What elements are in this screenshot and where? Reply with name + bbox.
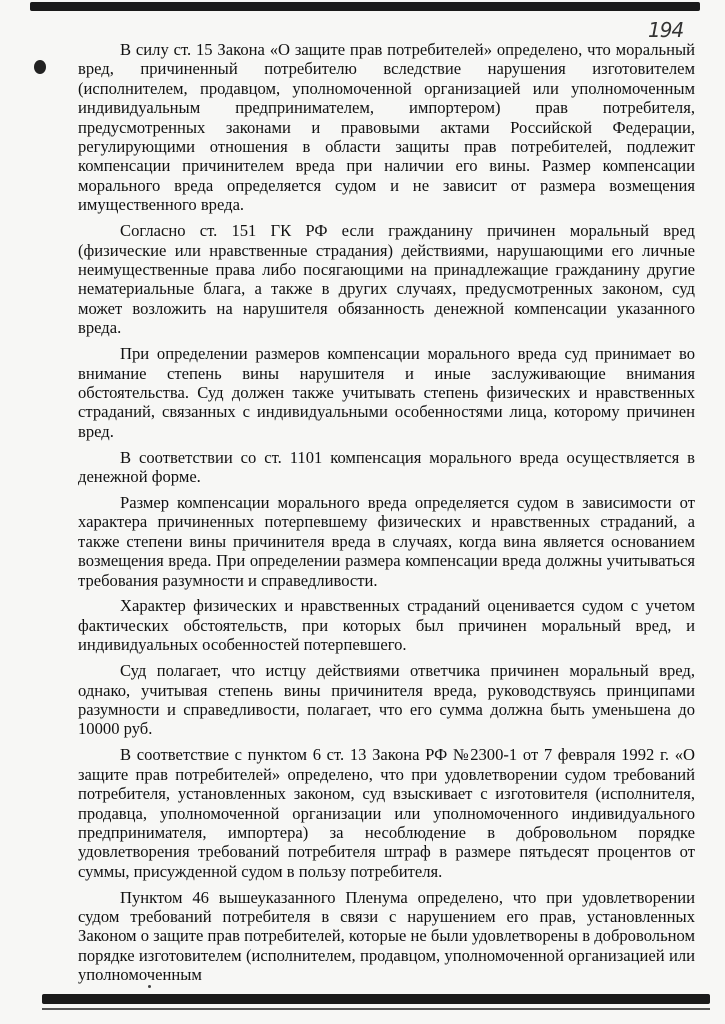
paragraph-4: В соответствии со ст. 1101 компенсация морального вреда осуществляется в денежной форме. — [78, 447, 695, 487]
paragraph-7: Суд полагает, что истцу действиями ответчика причинен моральный вред, однако, учитывая степень вины причинителя вреда, руководствуясь принципами разумности и справедливости, полагает, что его сумма должна быть уменьшена до 10000 руб. — [78, 661, 695, 739]
paragraph-6: Характер физических и нравственных страданий оценивается судом с учетом фактических обстоятельств, при которых был причинен моральный вред, и индивидуальных особенностей потерпевшего. — [78, 596, 695, 655]
paragraph-1: В силу ст. 15 Закона «О защите прав потребителей» определено, что моральный вред, причиненный потребителю вследствие нарушения изготовителем (исполнителем, продавцом, уполномоченной организацией или уполномоченным индивидуальным предпринимателем, импортером) прав потребителя, предусмотренных законами и правовыми актами Российской Федерации, регулирующими отношения в области защиты прав потребителей, подлежит компенсации причинителем вреда при наличии его вины. Размер компенсации морального вреда определяется судом и не зависит от размера возмещения имущественного вреда. — [78, 40, 695, 215]
paragraph-9: Пунктом 46 вышеуказанного Пленума определено, что при удовлетворении судом требований потребителя в связи с нарушением его прав, установленных Законом о защите прав потребителей, которые не были удовлетворены в добровольном порядке изготовителем (исполнителем, продавцом, уполномоченной организацией или уполномоченным — [78, 887, 695, 985]
handwritten-page-number: 194 — [648, 18, 684, 42]
paragraph-5: Размер компенсации морального вреда определяется судом в зависимости от характера причиненных потерпевшему физических и нравственных страданий, а также степени вины причинителя вреда в случаях, когда вина является основанием возмещения вреда. При определении размера компенсации вреда должны учитываться требования разумности и справедливости. — [78, 492, 695, 590]
paragraph-8: В соответствие с пунктом 6 ст. 13 Закона РФ №2300-1 от 7 февраля 1992 г. «О защите прав потребителей» определено, что при удовлетворении судом требований потребителя, установленных законом, суд взыскивает с изготовителя (исполнителя, продавца, уполномоченной организации или уполномоченного индивидуального предпринимателя, импортера) за несоблюдение в добровольном порядке удовлетворения требований потребителя штраф в размере пятьдесят процентов от суммы, присужденной судом в пользу потребителя. — [78, 745, 695, 881]
paragraph-2: Согласно ст. 151 ГК РФ если гражданину причинен моральный вред (физические или нравственные страдания) действиями, нарушающими его личные неимущественные права либо посягающими на принадлежащие гражданину другие нематериальные блага, а также в других случаях, предусмотренных законом, суд может возложить на нарушителя обязанность денежной компенсации указанного вреда. — [78, 221, 695, 338]
document-body — [78, 40, 695, 985]
scan-edge-bottom-line — [42, 1008, 710, 1010]
binding-hole — [34, 60, 46, 74]
scan-edge-top — [30, 2, 700, 11]
scan-speck — [148, 985, 151, 988]
paragraph-3: При определении размеров компенсации морального вреда суд принимает во внимание степень вины нарушителя и иные заслуживающие внимания обстоятельства. Суд должен также учитывать степень физических и нравственных страданий, связанных с индивидуальными особенностями лица, которому причинен вред. — [78, 344, 695, 441]
scan-edge-bottom — [42, 994, 710, 1004]
